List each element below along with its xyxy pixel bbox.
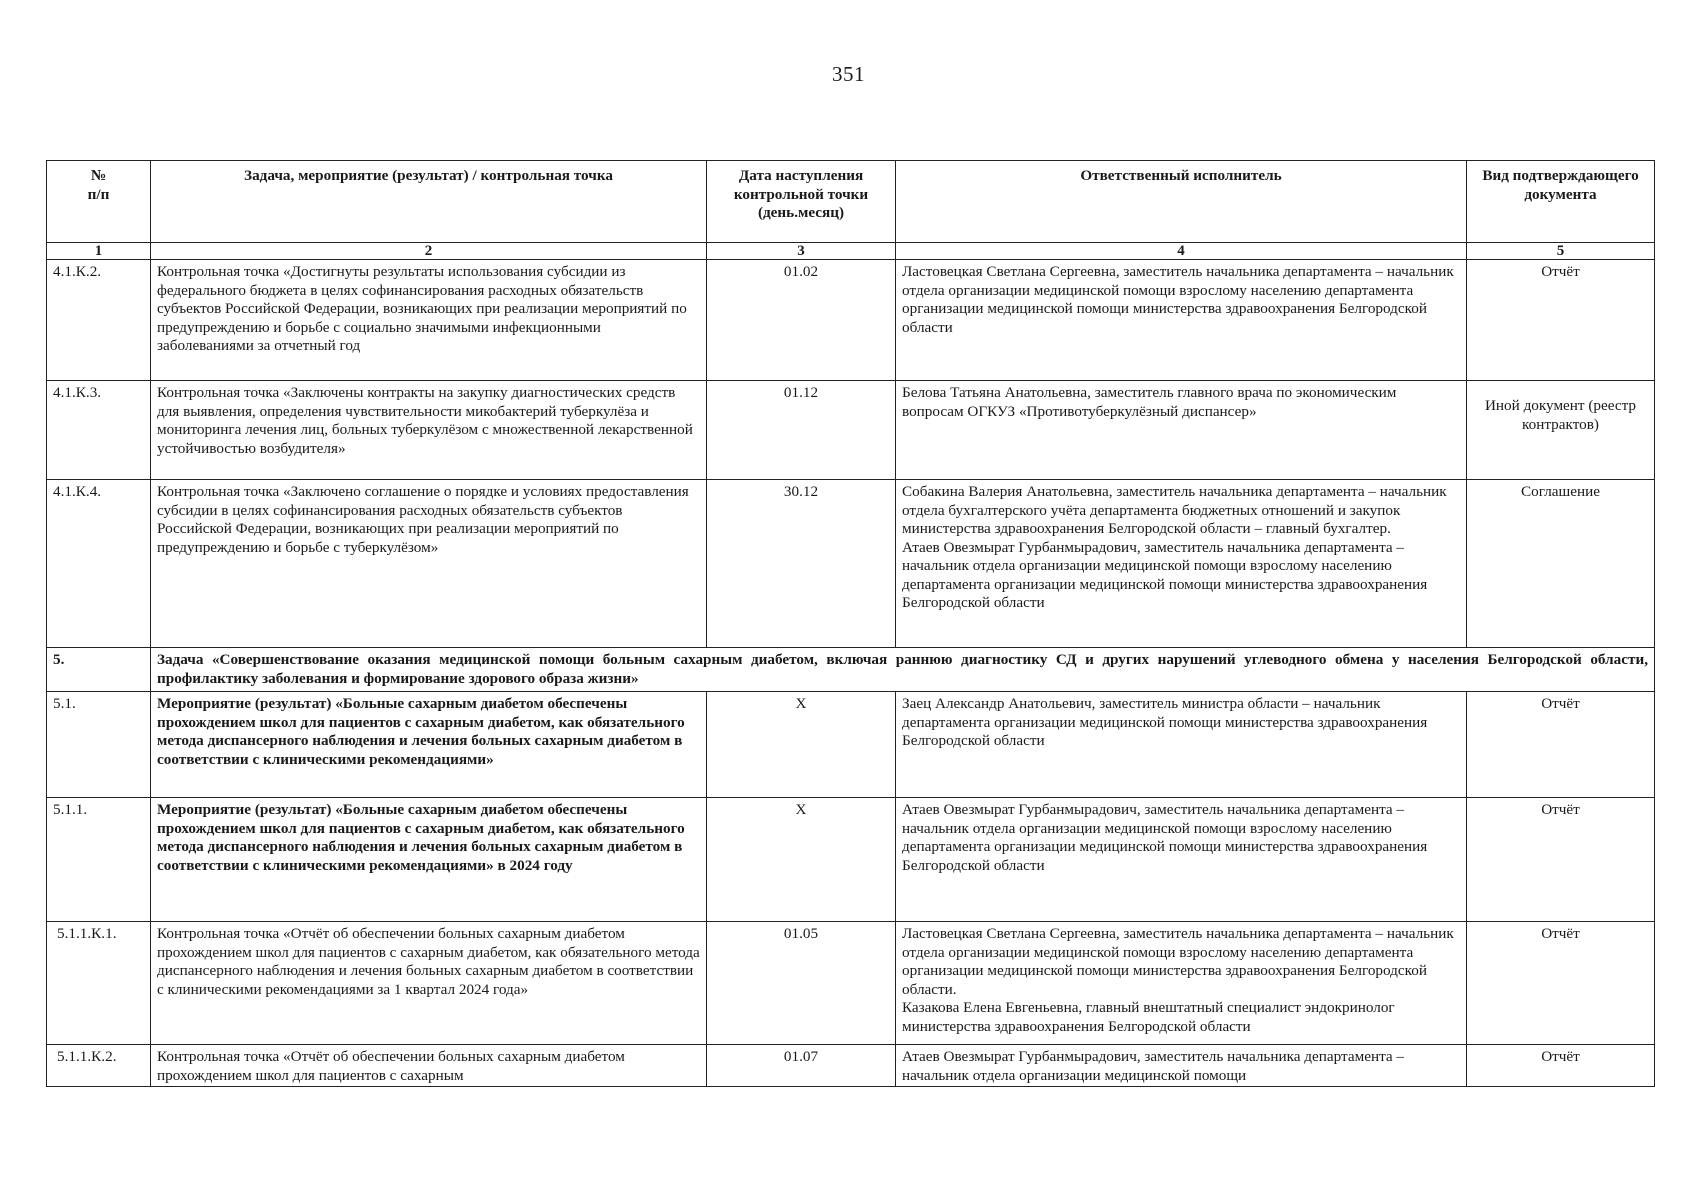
row-date: 01.02 xyxy=(707,260,896,381)
row-document-type: Отчёт xyxy=(1467,1045,1655,1087)
row-executor xyxy=(896,480,1467,648)
row-text: Контрольная точка «Заключены контракты на закупку диагностических средств для выявления, определения чувствительности микобактерий туберкулёза и мониторинга лечения лиц, больных туберкулёзом с множественной лекарственной устойчивостью возбудителя» xyxy=(151,381,707,480)
row-document-type: Отчёт xyxy=(1467,922,1655,1045)
table-row xyxy=(47,381,1655,480)
column-number: 1 xyxy=(47,243,151,260)
task-number: 5. xyxy=(47,648,151,692)
row-text: Мероприятие (результат) «Больные сахарным диабетом обеспечены прохождением школ для пациентов с сахарным диабетом, как обязательного метода диспансерного наблюдения и лечения больных сахарным диабетом в соответствии с клиническими рекомендациями» в 2024 году xyxy=(151,798,707,922)
column-number-row xyxy=(47,243,1655,260)
executor-entry: Атаев Овезмырат Гурбанмырадович, заместитель начальника департамента – начальник отдела организации медицинской помощи взрослому населению департамента организации медицинской помощи министерства здравоохранения Белгородской области xyxy=(902,538,1428,612)
table-row xyxy=(47,692,1655,798)
header-num: № п/п xyxy=(47,161,151,243)
row-date: Х xyxy=(707,692,896,798)
row-number: 5.1.1.К.1. xyxy=(47,922,151,1045)
executor-entry: Казакова Елена Евгеньевна, главный внештатный специалист эндокринолог министерства здравоохранения Белгородской области xyxy=(902,999,1395,1035)
row-date: Х xyxy=(707,798,896,922)
executor-entry: Ластовецкая Светлана Сергеевна, заместитель начальника департамента – начальник отдела организации медицинской помощи взрослому населению департамента организации медицинской помощи министерства здравоохранения Белгородской области. xyxy=(902,925,1454,998)
row-document-type: Отчёт xyxy=(1467,798,1655,922)
row-text: Контрольная точка «Заключено соглашение о порядке и условиях предоставления субсидии в целях софинансирования расходных обязательств субъектов Российской Федерации, возникающих при реализации мероприятий по предупреждению и борьбе с туберкулёзом» xyxy=(151,480,707,648)
column-number: 2 xyxy=(151,243,707,260)
row-number: 5.1. xyxy=(47,692,151,798)
control-points-table xyxy=(46,160,1655,1087)
header-executor: Ответственный исполнитель xyxy=(896,161,1467,243)
column-number: 5 xyxy=(1467,243,1655,260)
row-executor: Белова Татьяна Анатольевна, заместитель главного врача по экономическим вопросам ОГКУЗ «Противотуберкулёзный диспансер» xyxy=(896,381,1467,480)
table-row xyxy=(47,1045,1655,1087)
page-number: 351 xyxy=(832,62,865,86)
row-document-type: Иной документ (реестр контрактов) xyxy=(1467,381,1655,480)
row-number: 5.1.1.К.2. xyxy=(47,1045,151,1087)
table-row xyxy=(47,798,1655,922)
header-document-type: Вид подтверждающего документа xyxy=(1467,161,1655,243)
row-executor: Атаев Овезмырат Гурбанмырадович, заместитель начальника департамента – начальник отдела организации медицинской помощи xyxy=(896,1045,1467,1087)
row-executor xyxy=(896,922,1467,1045)
table-header-row xyxy=(47,161,1655,243)
header-date: Дата наступления контрольной точки (день.месяц) xyxy=(707,161,896,243)
row-date: 01.05 xyxy=(707,922,896,1045)
row-number: 4.1.К.3. xyxy=(47,381,151,480)
row-text: Контрольная точка «Отчёт об обеспечении больных сахарным диабетом прохождением школ для пациентов с сахарным диабетом, как обязательного метода диспансерного наблюдения и лечения больных сахарным диабетом в соответствии с клиническими рекомендациями за 1 квартал 2024 года» xyxy=(151,922,707,1045)
row-date: 01.07 xyxy=(707,1045,896,1087)
row-executor: Заец Александр Анатольевич, заместитель министра области – начальник департамента организации медицинской помощи министерства здравоохранения Белгородской области xyxy=(896,692,1467,798)
row-text: Контрольная точка «Отчёт об обеспечении больных сахарным диабетом прохождением школ для пациентов с сахарным xyxy=(151,1045,707,1087)
row-executor: Ластовецкая Светлана Сергеевна, заместитель начальника департамента – начальник отдела организации медицинской помощи взрослому населению департамента организации медицинской помощи министерства здравоохранения Белгородской области xyxy=(896,260,1467,381)
row-number: 5.1.1. xyxy=(47,798,151,922)
table-row xyxy=(47,480,1655,648)
row-number: 4.1.К.2. xyxy=(47,260,151,381)
row-document-type: Отчёт xyxy=(1467,260,1655,381)
task-row xyxy=(47,648,1655,692)
table-row xyxy=(47,922,1655,1045)
table-row xyxy=(47,260,1655,381)
row-text: Контрольная точка «Достигнуты результаты использования субсидии из федерального бюджета в целях софинансирования расходных обязательств субъектов Российской Федерации, возникающих при реализации мероприятий по предупреждению и борьбе с социально значимыми инфекционными заболеваниями за отчетный год xyxy=(151,260,707,381)
task-title: Задача «Совершенствование оказания медицинской помощи больным сахарным диабетом, включая раннюю диагностику СД и других нарушений углеводного обмена у населения Белгородской области, профилактику заболевания и формирование здорового образа жизни» xyxy=(151,648,1655,692)
column-number: 4 xyxy=(896,243,1467,260)
row-text: Мероприятие (результат) «Больные сахарным диабетом обеспечены прохождением школ для пациентов с сахарным диабетом, как обязательного метода диспансерного наблюдения и лечения больных сахарным диабетом в соответствии с клиническими рекомендациями» xyxy=(151,692,707,798)
column-number: 3 xyxy=(707,243,896,260)
header-task: Задача, мероприятие (результат) / контрольная точка xyxy=(151,161,707,243)
row-document-type: Соглашение xyxy=(1467,480,1655,648)
row-date: 01.12 xyxy=(707,381,896,480)
executor-entry: Собакина Валерия Анатольевна, заместитель начальника департамента – начальник отдела бухгалтерского учёта департамента бюджетных отношений и закупок министерства здравоохранения Белгородской области – главный бухгалтер. xyxy=(902,483,1447,538)
row-executor: Атаев Овезмырат Гурбанмырадович, заместитель начальника департамента – начальник отдела организации медицинской помощи взрослому населению департамента организации медицинской помощи министерства здравоохранения Белгородской области xyxy=(896,798,1467,922)
row-date: 30.12 xyxy=(707,480,896,648)
row-number: 4.1.К.4. xyxy=(47,480,151,648)
row-document-type: Отчёт xyxy=(1467,692,1655,798)
